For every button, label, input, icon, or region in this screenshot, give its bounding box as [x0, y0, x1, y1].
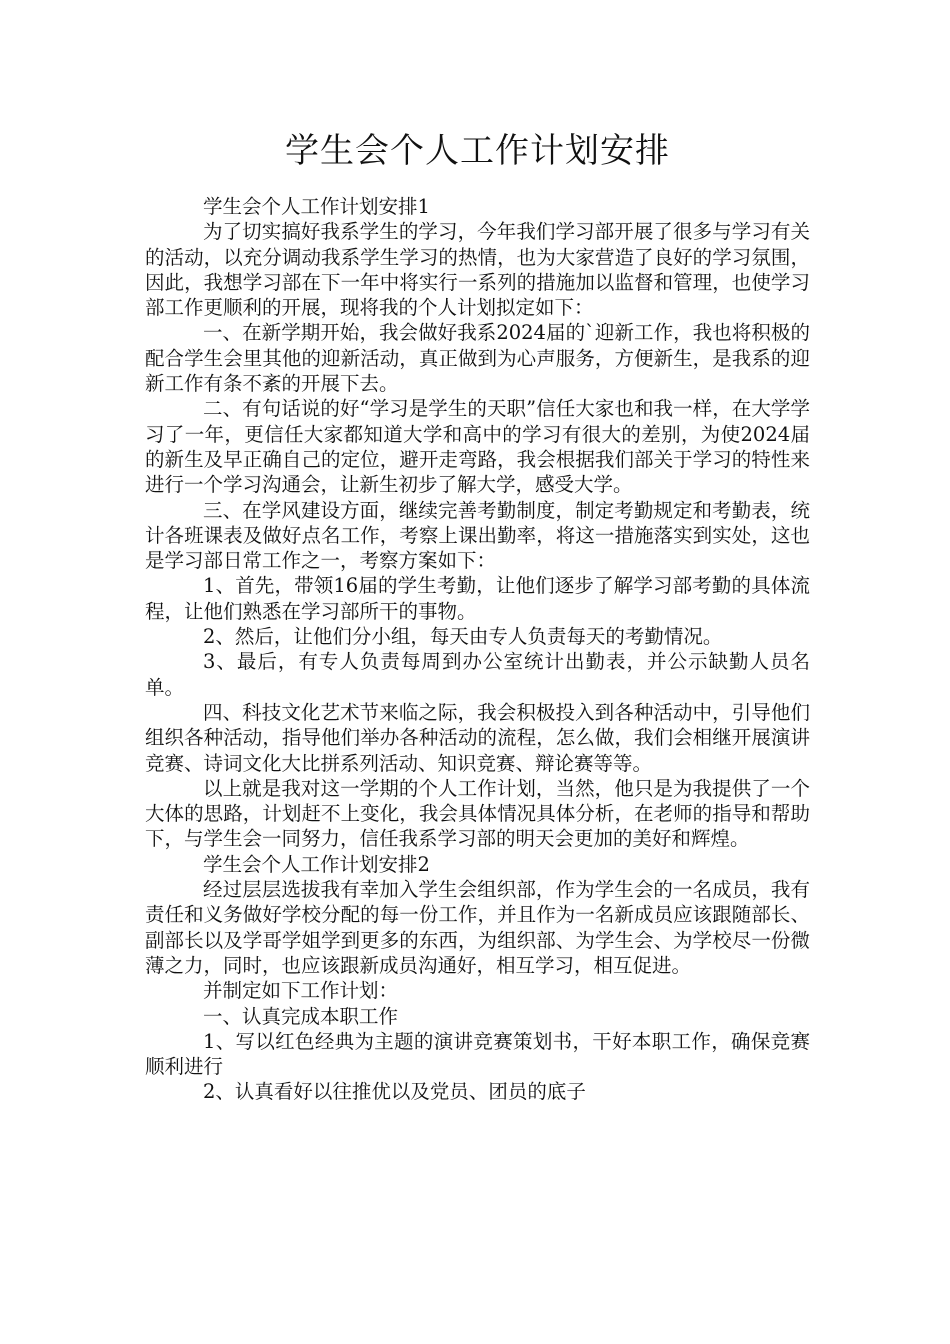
paragraph: 三、在学风建设方面，继续完善考勤制度，制定考勤规定和考勤表，统计各班课表及做好点名工作，考察上课出勤率，将这一措施落实到实处，这也是学习部日常工作之一，考察方案如下： — [145, 498, 810, 573]
paragraph: 以上就是我对这一学期的个人工作计划，当然，他只是为我提供了一个大体的思路，计划赶不上变化，我会具体情况具体分析，在老师的指导和帮助下，与学生会一同努力，信任我系学习部的明天会更加的美好和辉煌。 — [145, 776, 810, 851]
paragraph: 为了切实搞好我系学生的学习，今年我们学习部开展了很多与学习有关的活动，以充分调动我系学生学习的热情，也为大家营造了良好的学习氛围，因此，我想学习部在下一年中将实行一系列的措施加以监督和管理，也使学习部工作更顺利的开展，现将我的个人计划拟定如下： — [145, 220, 810, 320]
section-heading-2: 学生会个人工作计划安排2 — [203, 852, 430, 876]
paragraph: 1、首先，带领16届的学生考勤，让他们逐步了解学习部考勤的具体流程，让他们熟悉在学习部所干的事物。 — [145, 574, 810, 623]
paragraph: 一、认真完成本职工作 — [203, 1004, 399, 1028]
paragraph: 2、认真看好以往推优以及党员、团员的底子 — [203, 1080, 586, 1104]
paragraph: 经过层层选拔我有幸加入学生会组织部，作为学生会的一名成员，我有责任和义务做好学校分配的每一份工作，并且作为一名新成员应该跟随部长、副部长以及学哥学姐学到更多的东西，为组织部、为学生会、为学校尽一份微薄之力，同时，也应该跟新成员沟通好，相互学习，相互促进。 — [145, 878, 810, 977]
paragraph: 并制定如下工作计划： — [203, 979, 399, 1003]
paragraph: 二、有句话说的好“学习是学生的天职”信任大家也和我一样，在大学学习了一年，更信任大家都知道大学和高中的学习有很大的差别，为使2024届的新生及早正确自己的定位，避开走弯路，我会根据我们部关于学习的特性来进行一个学习沟通会，让新生初步了解大学，感受大学。 — [145, 397, 810, 497]
paragraph: 1、写以红色经典为主题的演讲竞赛策划书，干好本职工作，确保竞赛顺利进行 — [145, 1029, 810, 1079]
section-heading-1: 学生会个人工作计划安排1 — [203, 195, 430, 218]
document-page — [145, 0, 810, 1344]
paragraph: 2、然后，让他们分小组，每天由专人负责每天的考勤情况。 — [203, 625, 723, 649]
paragraph: 一、在新学期开始，我会做好我系2024届的`迎新工作，我也将积极的配合学生会里其他的迎新活动，真正做到为心声服务，方便新生，是我系的迎新工作有条不紊的开展下去。 — [145, 321, 810, 396]
paragraph: 3、最后，有专人负责每周到办公室统计出勤表，并公示缺勤人员名单。 — [145, 650, 810, 699]
paragraph: 四、科技文化艺术节来临之际，我会积极投入到各种活动中，引导他们组织各种活动，指导他们举办各种活动的流程，怎么做，我们会相继开展演讲竞赛、诗词文化大比拼系列活动、知识竞赛、辩论赛等等。 — [145, 700, 810, 775]
document-title: 学生会个人工作计划安排 — [285, 131, 670, 171]
document-body — [145, 194, 810, 1105]
